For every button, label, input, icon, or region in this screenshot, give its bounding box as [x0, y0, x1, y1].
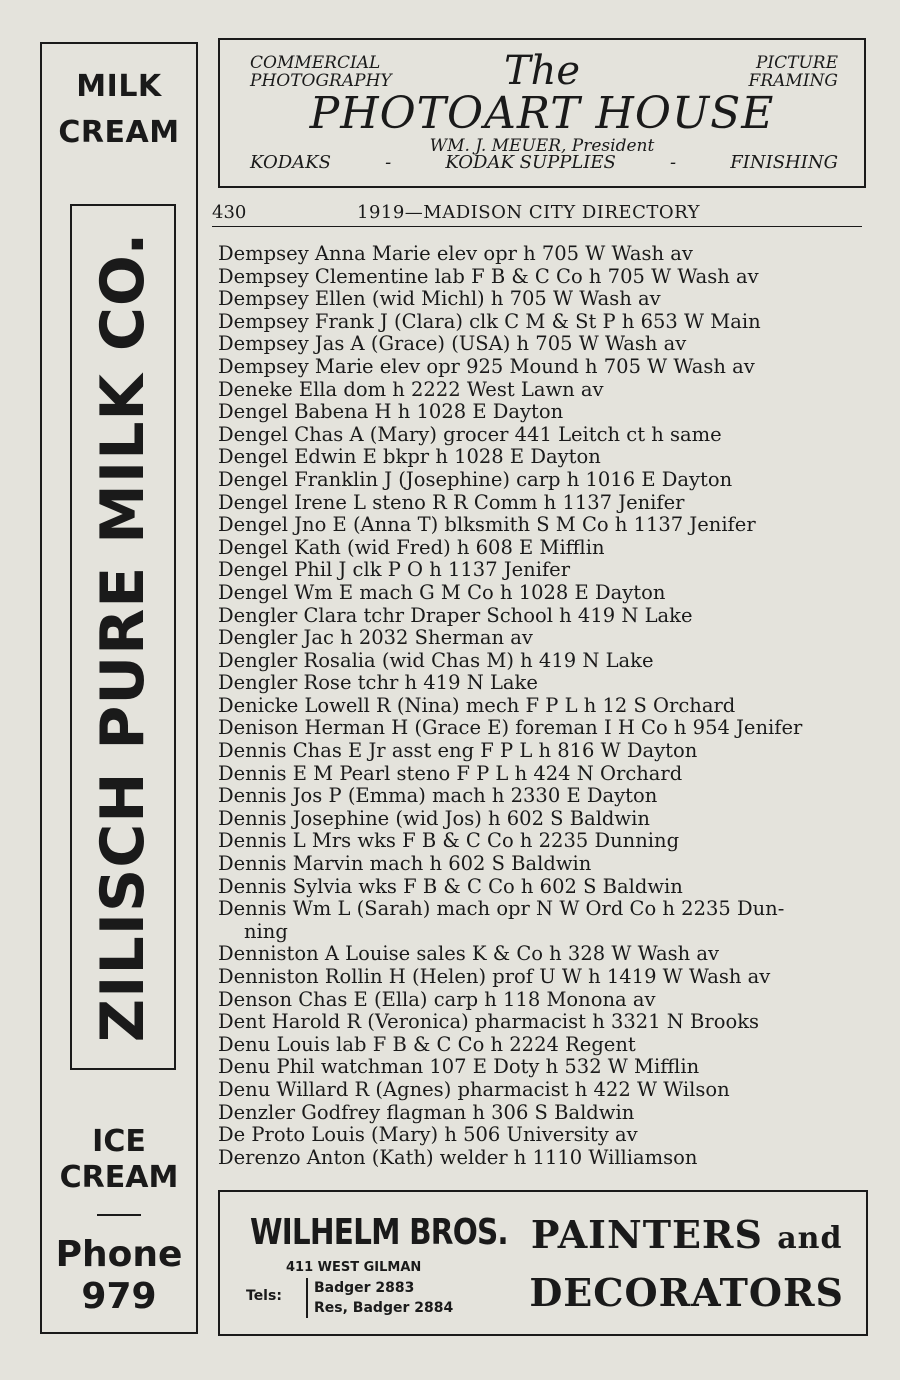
company-name: WILHELM BROS.: [250, 1212, 508, 1253]
directory-entry: Dengler Jac h 2032 Sherman av: [218, 626, 533, 650]
directory-entry: Dennis E M Pearl steno F P L h 424 N Orchard: [218, 761, 683, 785]
directory-entry: Dennis Josephine (wid Jos) h 602 S Baldwin: [218, 806, 650, 830]
service-kodaks: KODAKS: [250, 152, 331, 173]
directory-entry: Denu Phil watchman 107 E Doty h 532 W Mifflin: [218, 1055, 700, 1079]
framing-label: FRAMING: [748, 71, 838, 91]
directory-entry: Deneke Ella dom h 2222 West Lawn av: [218, 377, 604, 401]
the-logo: The: [503, 48, 581, 94]
trade-heading: [529, 1208, 844, 1320]
ad-right-services: [749, 54, 838, 90]
directory-entry: Denniston Rollin H (Helen) prof U W h 1419 W Wash av: [218, 965, 771, 988]
directory-entry: Dengler Rose tchr h 419 N Lake: [218, 671, 538, 695]
tels-label: Tels:: [246, 1288, 282, 1304]
directory-entry: Dengel Edwin E bkpr h 1028 E Dayton: [218, 445, 601, 469]
directory-entry: Dengler Clara tchr Draper School h 419 N Lake: [218, 603, 693, 627]
cream-label-bottom: CREAM: [59, 1160, 179, 1195]
service-kodak-supplies: KODAK SUPPLIES: [445, 152, 616, 173]
decorators-label: DECORATORS: [529, 1270, 844, 1315]
directory-entry: Dent Harold R (Veronica) pharmacist h 3321 N Brooks: [218, 1010, 760, 1034]
directory-entry: De Proto Louis (Mary) h 506 University av: [218, 1123, 638, 1147]
directory-entry: ning: [244, 919, 288, 943]
service-finishing: FINISHING: [730, 152, 838, 173]
directory-entry: Denson Chas E (Ella) carp h 118 Monona av: [218, 987, 656, 1011]
page-number: 430: [212, 202, 247, 223]
directory-listing: [218, 243, 868, 1169]
tel-res-badger-2884: Res, Badger 2884: [314, 1300, 454, 1316]
phone-number: 979: [81, 1276, 157, 1317]
service-dash: -: [670, 152, 677, 173]
directory-entry: Dempsey Clementine lab F B & C Co h 705 W Wash av: [218, 264, 759, 288]
directory-entry: Derenzo Anton (Kath) welder h 1110 Williamson: [218, 1145, 698, 1169]
company-name-box: [70, 204, 176, 1070]
directory-entry: Denu Louis lab F B & C Co h 2224 Regent: [218, 1032, 636, 1056]
directory-entry: Dengel Jno E (Anna T) blksmith S M Co h 1137 Jenifer: [218, 513, 756, 537]
cream-label: CREAM: [58, 115, 180, 150]
painters-label: PAINTERS: [530, 1212, 763, 1257]
company-address: 411 WEST GILMAN: [286, 1260, 422, 1275]
page-title: 1919—MADISON CITY DIRECTORY: [357, 202, 700, 223]
tel-badger-2883: Badger 2883: [314, 1280, 415, 1296]
directory-entry: Dennis Chas E Jr asst eng F P L h 816 W Dayton: [218, 739, 698, 763]
directory-entry: Denison Herman H (Grace E) foreman I H Co h 954 Jenifer: [218, 716, 803, 740]
service-dash: -: [385, 152, 392, 173]
directory-entry: Dempsey Jas A (Grace) (USA) h 705 W Wash av: [218, 332, 687, 356]
services-row: [250, 152, 838, 173]
directory-entry: Dennis Jos P (Emma) mach h 2330 E Dayton: [218, 784, 658, 808]
directory-entry: Denniston A Louise sales K & Co h 328 W Wash av: [218, 942, 719, 966]
directory-entry: Dempsey Frank J (Clara) clk C M & St P h 653 W Main: [218, 309, 761, 333]
president-line: WM. J. MEUER, President: [429, 136, 655, 156]
directory-entry: Dengel Franklin J (Josephine) carp h 1016 E Dayton: [218, 467, 733, 491]
directory-entry: Dengel Babena H h 1028 E Dayton: [218, 400, 564, 424]
directory-entry: Dengel Phil J clk P O h 1137 Jenifer: [218, 558, 571, 582]
photography-label: PHOTOGRAPHY: [250, 71, 392, 91]
company-name-vertical: ZILISCH PURE MILK CO.: [88, 231, 158, 1043]
directory-entry: Dennis L Mrs wks F B & C Co h 2235 Dunning: [218, 829, 680, 853]
directory-entry: Dempsey Anna Marie elev opr h 705 W Wash av: [218, 242, 693, 265]
commercial-label: COMMERCIAL: [250, 53, 381, 73]
directory-entry: Dengel Kath (wid Fred) h 608 E Mifflin: [218, 535, 605, 559]
directory-entry: Dengel Chas A (Mary) grocer 441 Leitch ct h same: [218, 422, 722, 446]
telephone-numbers: [306, 1278, 453, 1318]
directory-entry: Denu Willard R (Agnes) pharmacist h 422 W Wilson: [218, 1077, 730, 1101]
directory-entry: Denzler Godfrey flagman h 306 S Baldwin: [218, 1100, 635, 1124]
directory-entry: Dengel Wm E mach G M Co h 1028 E Dayton: [218, 580, 666, 604]
directory-entry: Dengel Irene L steno R R Comm h 1137 Jenifer: [218, 490, 685, 514]
picture-label: PICTURE: [755, 53, 838, 73]
directory-entry: Dempsey Marie elev opr 925 Mound h 705 W Wash av: [218, 354, 755, 378]
directory-entry: Dennis Wm L (Sarah) mach opr N W Ord Co h 2235 Dun-: [218, 897, 785, 921]
milk-company-ad: [40, 42, 198, 1334]
phone-label: Phone: [55, 1234, 183, 1275]
directory-entry: Dengler Rosalia (wid Chas M) h 419 N Lake: [218, 648, 654, 672]
business-name: PHOTOART HOUSE: [309, 88, 775, 139]
directory-entry: Dennis Sylvia wks F B & C Co h 602 S Baldwin: [218, 874, 683, 898]
milk-cream-heading: [42, 64, 196, 156]
ice-label: ICE: [92, 1124, 146, 1159]
divider: [97, 1214, 141, 1216]
photoart-house-ad: [218, 38, 866, 188]
directory-entry: Denicke Lowell R (Nina) mech F P L h 12 S Orchard: [218, 693, 736, 717]
wilhelm-bros-ad: [218, 1190, 868, 1336]
milk-label: MILK: [76, 69, 162, 104]
page-header: [212, 200, 862, 227]
and-label: and: [777, 1221, 843, 1256]
ice-cream-phone: [42, 1124, 196, 1318]
directory-entry: Dempsey Ellen (wid Michl) h 705 W Wash av: [218, 287, 661, 311]
directory-entry: Dennis Marvin mach h 602 S Baldwin: [218, 852, 592, 876]
